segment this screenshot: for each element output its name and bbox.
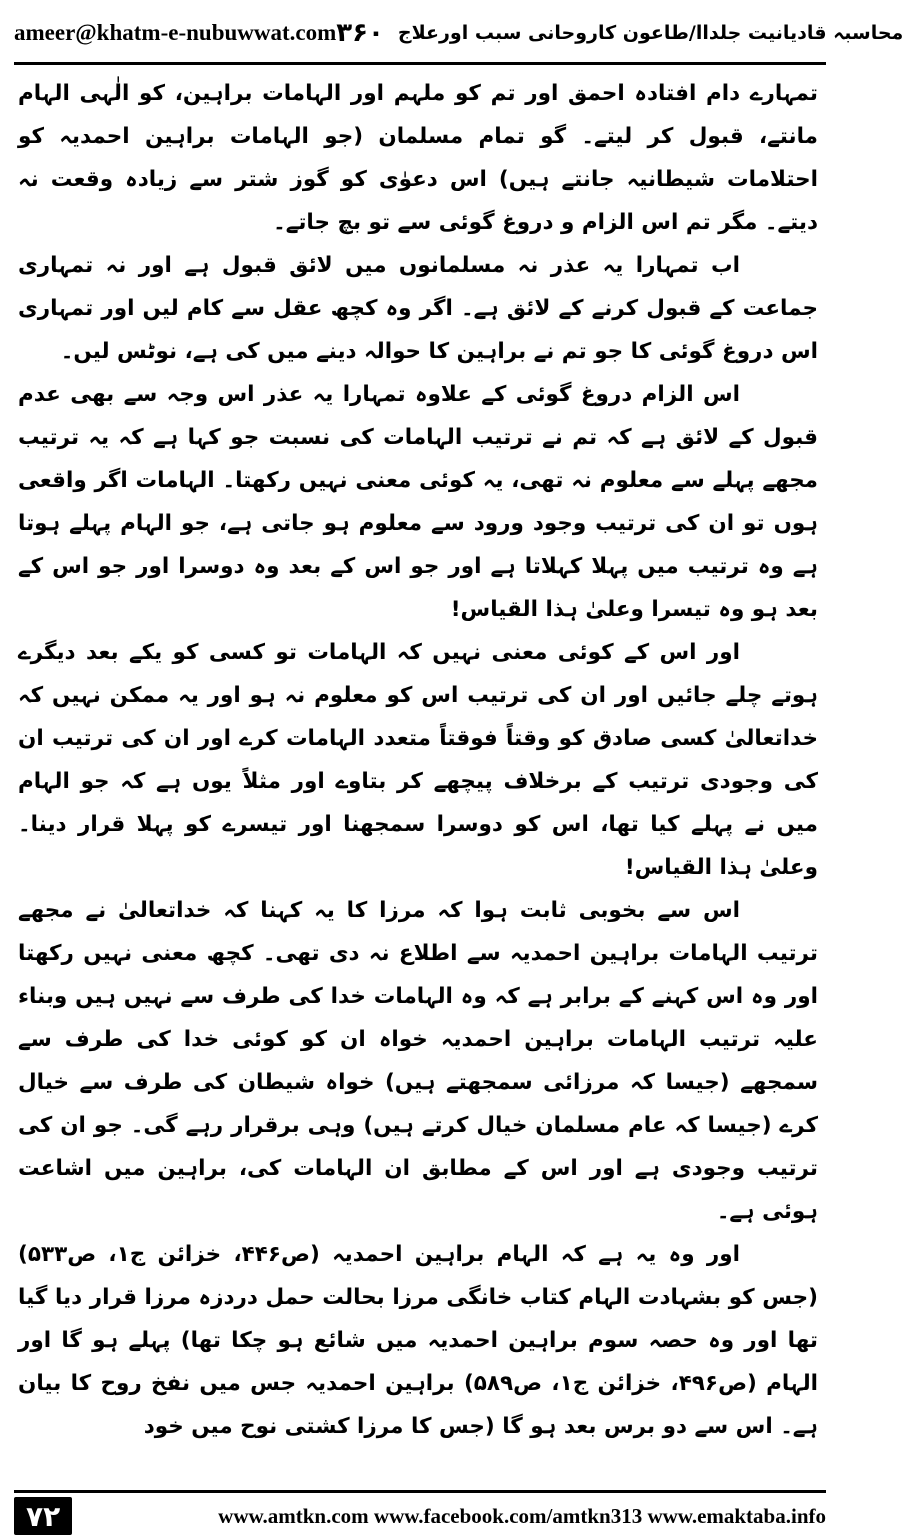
paragraph: تمہارے دام افتادہ احمق اور تم کو ملہم اور الہامات براہین، کو الٰہی الہام مانتے، قبول کر لیتے۔ گو تمام مسلمان (جو الہامات براہین احمدیہ کو احتلامات شیطانیہ جانتے ہیں) اس دعوٰی کو گوز شتر سے زیادہ وقعت نہ دیتے۔ مگر تم اس الزام و دروغ گوئی سے تو بچ جاتے۔ — [18, 81, 818, 235]
page-header — [14, 8, 903, 58]
footer-urls: www.amtkn.com www.facebook.com/amtkn313 www.emaktaba.info — [218, 1503, 826, 1528]
header-right-group — [336, 18, 903, 48]
header-email: ameer@khatm-e-nubuwwat.com — [14, 20, 337, 45]
header-title: محاسبہ قادیانیت جلداا/طاعون کاروحانی سبب اورعلاج — [397, 22, 903, 44]
paragraph: اس سے بخوبی ثابت ہوا کہ مرزا کا یہ کہنا کہ خداتعالیٰ نے مجھے ترتیب الہامات براہین احمدیہ سے اطلاع نہ دی تھی۔ کچھ معنی نہیں رکھتا اور وہ اس کہنے کے برابر ہے کہ وہ الہامات خدا کی طرف سے نہیں ہیں وبناء علیہ ترتیب الہامات براہین احمدیہ خواہ ان کو کوئی خدا کی طرف سے سمجھے (جیسا کہ مرزائی سمجھتے ہیں) خواہ شیطان کی طرف سے خیال کرے (جیسا کہ عام مسلمان خیال کرتے ہیں) وہی برقرار رہے گی۔ جو ان کی ترتیب وجودی ہے اور اس کے مطابق ان الہامات کی، براہین میں اشاعت ہوئی ہے۔ — [18, 898, 818, 1224]
paragraph: اور وہ یہ ہے کہ الہام براہین احمدیہ (ص۴۴۶، خزائن ج۱، ص۵۳۳) (جس کو بشہادت الہام کتاب خانگی مرزا بحالت حمل دردزہ مرزا قرار دیا گیا تھا اور وہ حصہ سوم براہین احمدیہ میں شائع ہو چکا تھا) پہلے ہو گا اور الہام (ص۴۹۶، خزائن ج۱، ص۵۸۹) براہین احمدیہ جس میں نفخ روح کا بیان ہے۔ اس سے دو برس بعد ہو گا (جس کا مرزا کشتی نوح میں خود — [18, 1242, 819, 1439]
footer-page-number: ۷۲ — [14, 1497, 72, 1535]
header-rule — [14, 62, 826, 65]
header-page-number: ۳۶۰ — [336, 18, 384, 48]
paragraph: اس الزام دروغ گوئی کے علاوہ تمہارا یہ عذر اس وجہ سے بھی عدم قبول کے لائق ہے کہ تم نے ترتیب الہامات کی نسبت جو کہا ہے کہ یہ ترتیب مجھے پہلے سے معلوم نہ تھی، یہ کوئی معنی نہیں رکھتا۔ الہامات اگر واقعی ہوں تو ان کی ترتیب وجود ورود سے معلوم ہو جاتی ہے، جو الہام پہلے ہوتا ہے وہ ترتیب میں پہلا کہلاتا ہے اور جو اس کے بعد وہ دوسرا اور جو اس کے بعد ہو وہ تیسرا وعلیٰ ہذا القیاس! — [18, 382, 818, 622]
paragraph: اب تمہارا یہ عذر نہ مسلمانوں میں لائق قبول ہے اور نہ تمہاری جماعت کے قبول کرنے کے لائق ہے۔ اگر وہ کچھ عقل سے کام لیں اور تمہاری اس دروغ گوئی کا جو تم نے براہین کا حوالہ دینے میں کی ہے، نوٹس لیں۔ — [18, 253, 818, 364]
page-footer — [14, 1496, 826, 1536]
paragraph: اور اس کے کوئی معنی نہیں کہ الہامات تو کسی کو یکے بعد دیگرے ہوتے چلے جائیں اور ان کی ترتیب اس کو معلوم نہ ہو اور یہ ممکن نہیں کہ خداتعالیٰ کسی صادق کو وقتاً فوقتاً متعدد الہامات کرے اور ان کی ترتیب ان کی وجودی ترتیب کے برخلاف پیچھے کر بتاوے اور مثلاً یوں ہے کہ جو الہام میں نے پہلے کیا تھا، اس کو دوسرا سمجھنا اور تیسرے کو پہلا قرار دینا۔ وعلیٰ ہذا القیاس! — [18, 640, 818, 880]
footer-rule — [14, 1490, 826, 1493]
body-text — [18, 72, 818, 1480]
